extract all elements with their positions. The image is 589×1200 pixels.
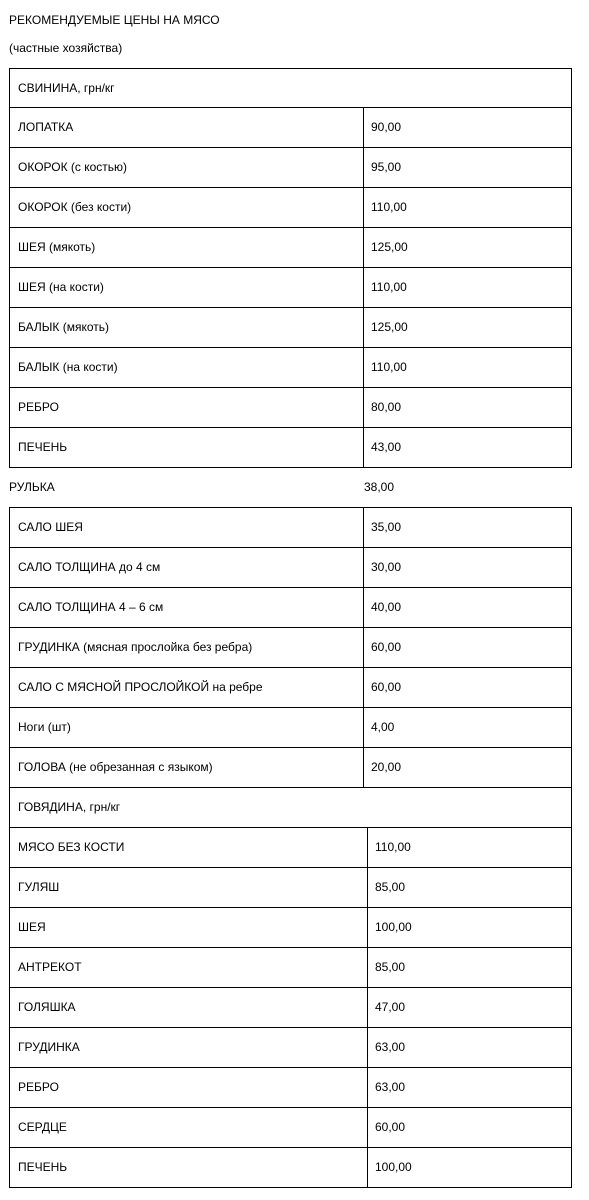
- item-price: 30,00: [371, 560, 402, 574]
- item-name: СЕРДЦЕ: [18, 1120, 67, 1134]
- table-row: [9, 748, 572, 788]
- table-row: [9, 668, 572, 708]
- item-name: РЕБРО: [18, 400, 59, 414]
- item-price: 60,00: [371, 640, 402, 654]
- pork-header-label: СВИНИНА, грн/кг: [18, 81, 115, 95]
- item-name: Ноги (шт): [18, 720, 71, 734]
- item-price: 38,00: [364, 480, 395, 494]
- item-name: ОКОРОК (без кости): [18, 200, 132, 214]
- item-name: ПЕЧЕНЬ: [18, 1160, 68, 1174]
- table-row: [9, 828, 572, 868]
- item-price: 40,00: [371, 600, 402, 614]
- item-price: 63,00: [375, 1040, 406, 1054]
- pork-section: [9, 68, 572, 788]
- beef-header-row: [9, 788, 572, 828]
- table-row: [9, 588, 572, 628]
- table-row: [9, 988, 572, 1028]
- item-name: ГРУДИНКА: [18, 1040, 80, 1054]
- table-row: [9, 708, 572, 748]
- column-divider: [363, 628, 364, 667]
- column-divider: [363, 388, 364, 427]
- item-price: 85,00: [375, 960, 406, 974]
- column-divider: [367, 988, 368, 1027]
- column-divider: [363, 348, 364, 387]
- column-divider: [363, 228, 364, 267]
- column-divider: [363, 548, 364, 587]
- beef-section: [9, 788, 572, 1188]
- item-price: 125,00: [371, 320, 408, 334]
- item-name: ГОЛОВА (не обрезанная с языком): [18, 760, 213, 774]
- item-price: 100,00: [375, 920, 412, 934]
- table-row: [9, 228, 572, 268]
- table-row: [9, 468, 572, 508]
- column-divider: [363, 188, 364, 227]
- column-divider: [363, 508, 364, 547]
- table-row: [9, 548, 572, 588]
- table-row: [9, 628, 572, 668]
- column-divider: [367, 948, 368, 987]
- item-name: ГОЛЯШКА: [18, 1000, 76, 1014]
- item-price: 20,00: [371, 760, 402, 774]
- column-divider: [363, 748, 364, 787]
- item-name: ЛОПАТКА: [18, 120, 74, 134]
- table-row: [9, 908, 572, 948]
- table-row: [9, 188, 572, 228]
- item-name: САЛО ШЕЯ: [18, 520, 83, 534]
- item-price: 85,00: [375, 880, 406, 894]
- table-row: [9, 1028, 572, 1068]
- column-divider: [363, 148, 364, 187]
- table-row: [9, 508, 572, 548]
- item-price: 47,00: [375, 1000, 406, 1014]
- beef-header-label: ГОВЯДИНА, грн/кг: [18, 800, 121, 814]
- table-row: [9, 268, 572, 308]
- table-row: [9, 948, 572, 988]
- column-divider: [367, 908, 368, 947]
- table-row: [9, 388, 572, 428]
- column-divider: [363, 708, 364, 747]
- table-row: [9, 148, 572, 188]
- item-name: ГУЛЯШ: [18, 880, 60, 894]
- table-row: [9, 348, 572, 388]
- table-row: [9, 1068, 572, 1108]
- item-price: 110,00: [371, 200, 407, 214]
- item-price: 35,00: [371, 520, 402, 534]
- table-row: [9, 868, 572, 908]
- item-price: 110,00: [375, 840, 411, 854]
- item-name: МЯСО БЕЗ КОСТИ: [18, 840, 125, 854]
- item-name: ШЕЯ (на кости): [18, 280, 104, 294]
- column-divider: [363, 108, 364, 147]
- item-price: 110,00: [371, 360, 407, 374]
- column-divider: [367, 1028, 368, 1067]
- item-name: ОКОРОК (с костью): [18, 160, 128, 174]
- column-divider: [367, 1148, 368, 1187]
- item-name: БАЛЫК (на кости): [18, 360, 118, 374]
- item-price: 43,00: [371, 440, 402, 454]
- item-price: 90,00: [371, 120, 402, 134]
- item-name: САЛО ТОЛЩИНА 4 – 6 см: [18, 600, 164, 614]
- item-name: САЛО ТОЛЩИНА до 4 см: [18, 560, 161, 574]
- table-row: [9, 108, 572, 148]
- table-row: [9, 308, 572, 348]
- column-divider: [367, 828, 368, 867]
- item-name: ГРУДИНКА (мясная прослойка без ребра): [18, 640, 253, 654]
- pork-header-row: [9, 68, 572, 108]
- item-name: БАЛЫК (мякоть): [18, 320, 109, 334]
- item-price: 125,00: [371, 240, 408, 254]
- page-title: РЕКОМЕНДУЕМЫЕ ЦЕНЫ НА МЯСО: [9, 13, 220, 27]
- item-name: РЕБРО: [18, 1080, 59, 1094]
- column-divider: [363, 308, 364, 347]
- column-divider: [367, 868, 368, 907]
- item-price: 110,00: [371, 280, 407, 294]
- item-name: ШЕЯ (мякоть): [18, 240, 96, 254]
- item-price: 63,00: [375, 1080, 406, 1094]
- table-row: [9, 1148, 572, 1188]
- column-divider: [363, 428, 364, 467]
- item-name: ПЕЧЕНЬ: [18, 440, 68, 454]
- item-price: 95,00: [371, 160, 402, 174]
- price-table: [9, 68, 572, 1188]
- column-divider: [363, 268, 364, 307]
- item-price: 100,00: [375, 1160, 412, 1174]
- table-row: [9, 428, 572, 468]
- item-price: 60,00: [371, 680, 402, 694]
- column-divider: [363, 668, 364, 707]
- column-divider: [367, 1108, 368, 1147]
- item-name: САЛО С МЯСНОЙ ПРОСЛОЙКОЙ на ребре: [18, 680, 263, 694]
- item-price: 80,00: [371, 400, 402, 414]
- item-price: 60,00: [375, 1120, 406, 1134]
- item-name: ШЕЯ: [18, 920, 46, 934]
- column-divider: [363, 588, 364, 627]
- item-name: АНТРЕКОТ: [18, 960, 82, 974]
- column-divider: [367, 1068, 368, 1107]
- table-row: [9, 1108, 572, 1148]
- page-subtitle: (частные хозяйства): [9, 41, 123, 55]
- item-name: РУЛЬКА: [9, 480, 55, 494]
- item-price: 4,00: [371, 720, 395, 734]
